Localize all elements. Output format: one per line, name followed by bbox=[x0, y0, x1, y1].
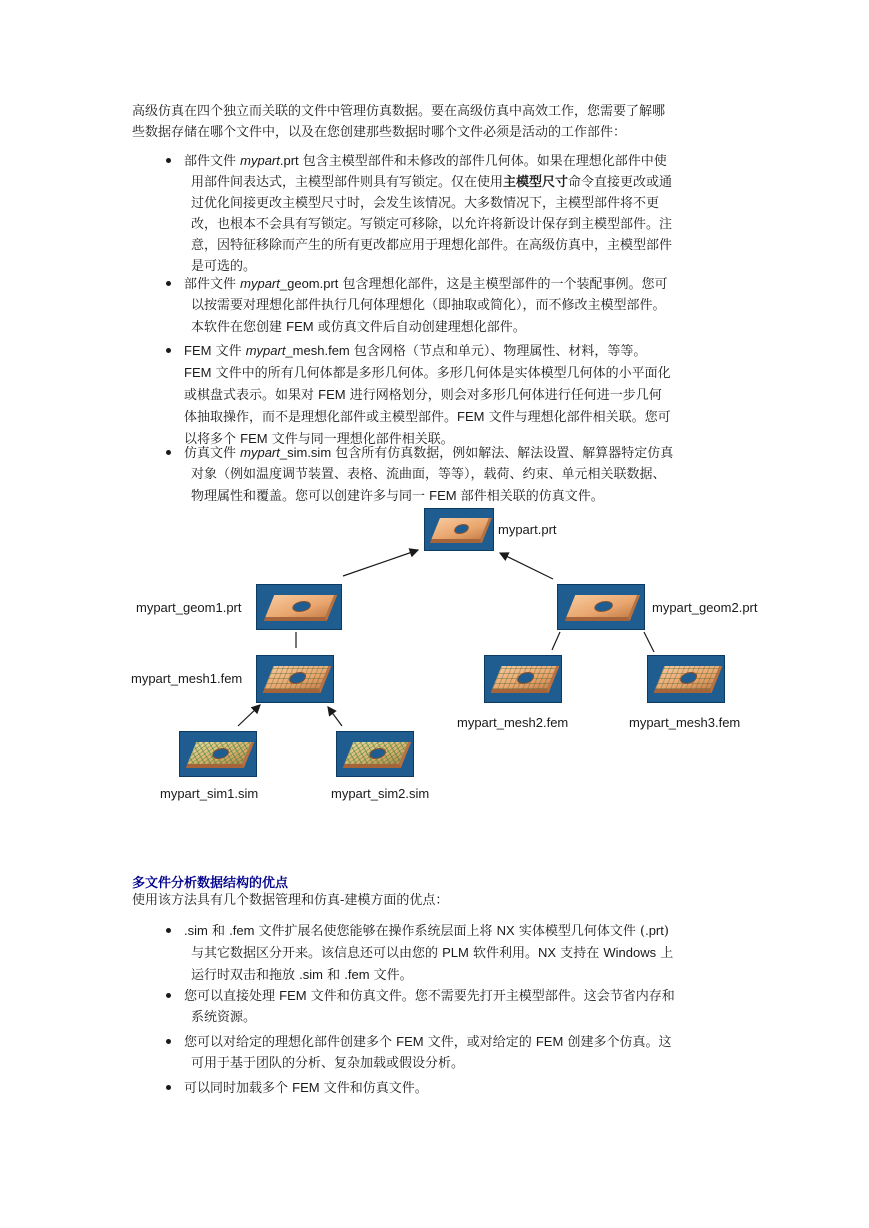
text: 以将多个 bbox=[184, 432, 241, 447]
section-heading: 多文件分析数据结构的优点 bbox=[132, 876, 289, 891]
text: 用部件间表达式，主模型部件则具有写锁定。仅在使用 bbox=[191, 175, 504, 190]
line-mesh3-to-geom2 bbox=[644, 632, 654, 652]
intro-paragraph bbox=[132, 101, 737, 143]
section-intro: 使用该方法具有几个数据管理和仿真-建模方面的优点： bbox=[132, 893, 449, 908]
text: 包含所有仿真数据，例如解法、解法设置、解算器特定仿真 bbox=[331, 446, 674, 461]
text: FEM bbox=[184, 343, 212, 358]
text: 可以同时加载多个 bbox=[184, 1081, 293, 1096]
bullet-dot bbox=[166, 158, 171, 163]
text: Windows bbox=[603, 945, 657, 960]
text: .sim bbox=[184, 923, 208, 938]
text: 文件。 bbox=[369, 968, 413, 983]
label-root: mypart.prt bbox=[498, 522, 557, 537]
text: 文件中的所有几何体都是多形几何体。多形几何体是实体模型几何体的小平面化 bbox=[211, 366, 671, 381]
text: .prt bbox=[645, 923, 664, 938]
text: 或仿真文件后自动创建理想化部件。 bbox=[313, 320, 526, 335]
text: 文件扩展名使您能够在操作系统层面上将 bbox=[254, 924, 497, 939]
text: 本软件在您创建 bbox=[191, 320, 287, 335]
text: FEM bbox=[286, 319, 314, 334]
text: 您可以直接处理 bbox=[184, 989, 280, 1004]
mesh-thumbnail-mesh1 bbox=[256, 655, 334, 703]
text: 包含网格（节点和单元）、物理属性、材料，等等。 bbox=[349, 344, 647, 359]
mesh-thumbnail-mesh3 bbox=[647, 655, 725, 703]
mesh-thumbnail-mesh2 bbox=[484, 655, 562, 703]
text: 您可以对给定的理想化部件创建多个 bbox=[184, 1035, 397, 1050]
intro-line-2: 些数据存储在哪个文件中，以及在您创建那些数据时哪个文件必须是活动的工作部件： bbox=[132, 125, 627, 140]
text: 支持在 bbox=[556, 946, 604, 961]
text: 文件与同一理想化部件相关联。 bbox=[267, 432, 454, 447]
advantage-item-1 bbox=[166, 920, 738, 986]
text: 文件和仿真文件。 bbox=[319, 1081, 428, 1096]
text: ) bbox=[663, 924, 669, 939]
arrow-geom2-to-root bbox=[500, 553, 553, 579]
text: 系统资源。 bbox=[191, 1010, 257, 1025]
text: 部件相关联的仿真文件。 bbox=[456, 489, 604, 504]
text: 仿真文件 bbox=[184, 446, 241, 461]
text: 部件文件 bbox=[184, 154, 241, 169]
label-sim1: mypart_sim1.sim bbox=[160, 786, 259, 801]
bullet-dot bbox=[166, 281, 171, 286]
bullet-dot bbox=[166, 993, 171, 998]
text: 和 bbox=[207, 924, 230, 939]
text: .fem bbox=[229, 923, 255, 938]
text: FEM bbox=[318, 387, 346, 402]
bullet-fem bbox=[166, 340, 738, 450]
text: 或棋盘式表示。如果对 bbox=[184, 388, 319, 403]
arrow-sim2-to-mesh1 bbox=[328, 707, 342, 726]
text: 部件文件 bbox=[184, 277, 241, 292]
text: 和 bbox=[322, 968, 345, 983]
text: FEM bbox=[429, 488, 457, 503]
text: 过优化间接更改主模型尺寸时，会发生该情况。大多数情况下，主模型部件将不更 bbox=[191, 196, 660, 211]
bullet-dot bbox=[166, 1085, 171, 1090]
text: 改，也根本不会具有写锁定。写锁定可移除，以允许将新设计保存到主模型部件。注 bbox=[191, 217, 673, 232]
file-ext: .prt bbox=[279, 153, 299, 168]
file-name: mypart bbox=[245, 343, 286, 358]
text: 软件利用。 bbox=[468, 946, 539, 961]
part-thumbnail-geom1 bbox=[256, 584, 342, 630]
text: NX bbox=[538, 945, 557, 960]
text: 是可选的。 bbox=[191, 259, 257, 274]
text: 体抽取操作，而不是理想化部件或主模型部件。 bbox=[184, 410, 458, 425]
file-structure-diagram bbox=[0, 500, 869, 810]
file-ext: _sim.sim bbox=[279, 445, 332, 460]
text: 文件与理想化部件相关联。您可 bbox=[484, 410, 671, 425]
advantage-item-3 bbox=[166, 1031, 738, 1074]
text: 物理属性和覆盖。您可以创建许多与同一 bbox=[191, 489, 430, 504]
text: 命令直接更改或通 bbox=[568, 175, 673, 190]
command-name: 主模型尺寸 bbox=[503, 175, 569, 190]
arrow-sim1-to-mesh1 bbox=[238, 705, 260, 726]
text: .fem bbox=[344, 967, 370, 982]
file-ext: _mesh.fem bbox=[285, 343, 350, 358]
text: 包含主模型部件和未修改的部件几何体。如果在理想化部件中使 bbox=[298, 154, 667, 169]
text: FEM bbox=[396, 1034, 424, 1049]
part-thumbnail-geom2 bbox=[557, 584, 645, 630]
label-geom2: mypart_geom2.prt bbox=[652, 600, 758, 615]
text: FEM bbox=[184, 365, 212, 380]
text: 文件，或对给定的 bbox=[423, 1035, 536, 1050]
bullet-geom-prt bbox=[166, 273, 738, 338]
label-mesh2: mypart_mesh2.fem bbox=[457, 715, 569, 730]
text: NX bbox=[496, 923, 515, 938]
text: 创建多个仿真。这 bbox=[563, 1035, 672, 1050]
text: FEM bbox=[535, 1034, 564, 1049]
sim-thumbnail-sim1 bbox=[179, 731, 257, 777]
text: 以按需要对理想化部件执行几何体理想化（即抽取或简化），而不修改主模型部件。 bbox=[191, 298, 666, 313]
text: 上 bbox=[656, 946, 674, 961]
text: 进行网格划分，则会对多形几何体进行任何进一步几何 bbox=[345, 388, 662, 403]
bullet-prt bbox=[166, 150, 738, 277]
text: 文件 bbox=[211, 344, 246, 359]
text: FEM bbox=[279, 988, 307, 1003]
text: 文件和仿真文件。您不需要先打开主模型部件。这会节省内存和 bbox=[306, 989, 675, 1004]
text: 意，因特征移除而产生的所有更改都应用于理想化部件。在高级仿真中，主模型部件 bbox=[191, 238, 673, 253]
intro-line-1: 高级仿真在四个独立而关联的文件中管理仿真数据。要在高级仿真中高效工作，您需要了解哪 bbox=[132, 104, 666, 119]
advantage-item-4 bbox=[166, 1077, 738, 1099]
bullet-dot bbox=[166, 1039, 171, 1044]
sim-thumbnail-sim2 bbox=[336, 731, 414, 777]
text: .sim bbox=[299, 967, 323, 982]
bullet-dot bbox=[166, 928, 171, 933]
text: 运行时双击和拖放 bbox=[191, 968, 300, 983]
bullet-dot bbox=[166, 348, 171, 353]
text: 与其它数据区分开来。该信息还可以由您的 bbox=[191, 946, 443, 961]
text: 可用于基于团队的分析、复杂加载或假设分析。 bbox=[191, 1056, 465, 1071]
text: FEM bbox=[292, 1080, 320, 1095]
text: FEM bbox=[457, 409, 485, 424]
label-geom1: mypart_geom1.prt bbox=[136, 600, 242, 615]
file-name: mypart bbox=[240, 276, 280, 291]
advantage-item-2 bbox=[166, 985, 738, 1028]
text: 实体模型几何体文件 ( bbox=[514, 924, 646, 939]
file-name: mypart bbox=[240, 445, 280, 460]
label-mesh1: mypart_mesh1.fem bbox=[131, 671, 243, 686]
bullet-sim bbox=[166, 442, 738, 507]
arrow-geom1-to-root bbox=[343, 550, 418, 576]
label-sim2: mypart_sim2.sim bbox=[331, 786, 430, 801]
text: 对象（例如温度调节装置、表格、流曲面，等等），载荷、约束、单元相关联数据、 bbox=[191, 467, 666, 482]
file-ext: _geom.prt bbox=[279, 276, 339, 291]
text: FEM bbox=[240, 431, 268, 446]
text: 包含理想化部件，这是主模型部件的一个装配事例。您可 bbox=[338, 277, 668, 292]
label-mesh3: mypart_mesh3.fem bbox=[629, 715, 741, 730]
text: PLM bbox=[442, 945, 469, 960]
part-thumbnail-root bbox=[424, 508, 494, 551]
bullet-dot bbox=[166, 450, 171, 455]
line-mesh2-to-geom2 bbox=[552, 632, 560, 650]
file-name: mypart bbox=[240, 153, 280, 168]
